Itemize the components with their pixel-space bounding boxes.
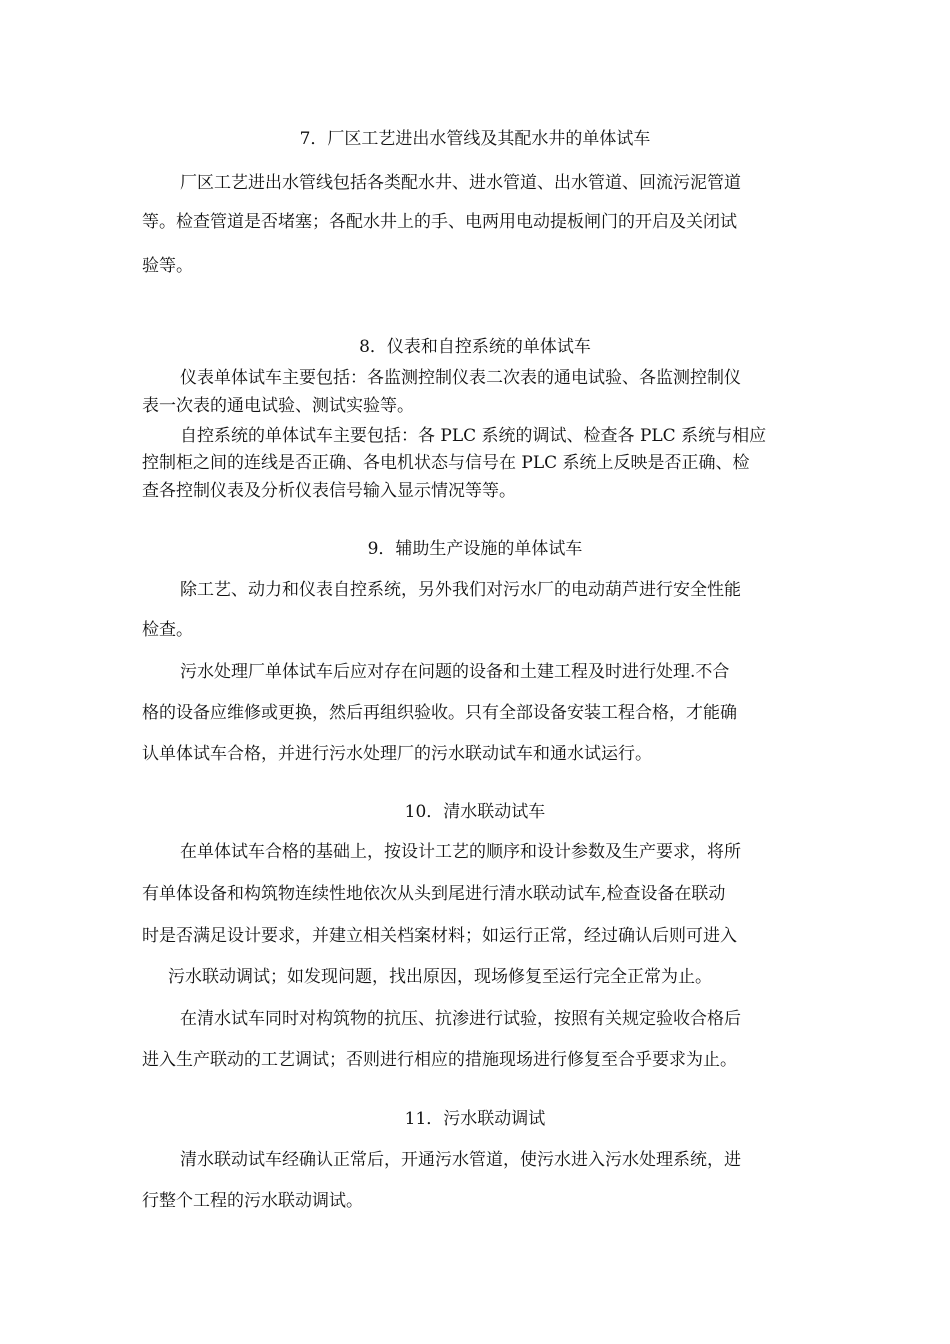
section-7-heading: 7．厂区工艺进出水管线及其配水井的单体试车: [299, 129, 651, 149]
section-9-line: 除工艺、动力和仪表自控系统，另外我们对污水厂的电动葫芦进行安全性能: [180, 580, 741, 600]
section-7-line: 等。检查管道是否堵塞；各配水井上的手、电两用电动提板闸门的开启及关闭试: [142, 212, 737, 232]
section-8-line: 自控系统的单体试车主要包括：各 PLC 系统的调试、检查各 PLC 系统与相应: [180, 426, 767, 446]
section-10-line: 在单体试车合格的基础上，按设计工艺的顺序和设计参数及生产要求，将所: [180, 842, 741, 862]
section-8-line: 查各控制仪表及分析仪表信号输入显示情况等等。: [142, 481, 516, 501]
section-9-line: 认单体试车合格，并进行污水处理厂的污水联动试车和通水试运行。: [142, 744, 652, 764]
section-9-line: 检查。: [142, 620, 193, 640]
section-10-line: 污水联动调试；如发现问题，找出原因，现场修复至运行完全正常为止。: [168, 967, 712, 987]
section-9-line: 污水处理厂单体试车后应对存在问题的设备和土建工程及时进行处理.不合: [180, 662, 730, 682]
section-8-heading: 8．仪表和自控系统的单体试车: [359, 337, 591, 357]
section-7-line: 厂区工艺进出水管线包括各类配水井、进水管道、出水管道、回流污泥管道: [180, 173, 741, 193]
section-10-line: 在清水试车同时对构筑物的抗压、抗渗进行试验，按照有关规定验收合格后: [180, 1009, 741, 1029]
section-8-line: 表一次表的通电试验、测试实验等。: [142, 396, 414, 416]
section-8-line: 仪表单体试车主要包括：各监测控制仪表二次表的通电试验、各监测控制仪: [180, 368, 741, 388]
section-10-heading: 10．清水联动试车: [404, 802, 546, 822]
section-10-line: 时是否满足设计要求，并建立相关档案材料；如运行正常，经过确认后则可进入: [142, 926, 737, 946]
section-11-line: 清水联动试车经确认正常后，开通污水管道，使污水进入污水处理系统，进: [180, 1150, 741, 1170]
section-10-line: 有单体设备和构筑物连续性地依次从头到尾进行清水联动试车,检查设备在联动: [142, 884, 726, 904]
section-9-heading: 9．辅助生产设施的单体试车: [367, 539, 583, 559]
section-9-line: 格的设备应维修或更换，然后再组织验收。只有全部设备安装工程合格，才能确: [142, 703, 737, 723]
section-10-line: 进入生产联动的工艺调试；否则进行相应的措施现场进行修复至合乎要求为止。: [142, 1050, 737, 1070]
section-7-line: 验等。: [142, 256, 193, 276]
section-11-heading: 11．污水联动调试: [404, 1109, 546, 1129]
section-11-line: 行整个工程的污水联动调试。: [142, 1191, 363, 1211]
section-8-line: 控制柜之间的连线是否正确、各电机状态与信号在 PLC 系统上反映是否正确、检: [142, 453, 750, 473]
